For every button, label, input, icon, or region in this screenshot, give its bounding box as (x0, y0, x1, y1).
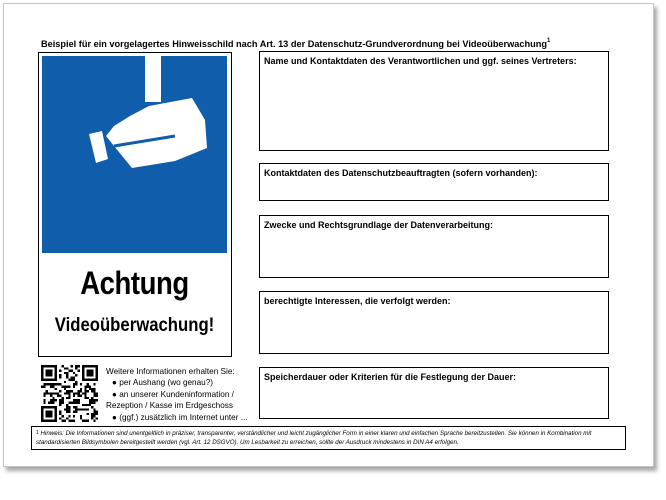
pictogram-panel (42, 56, 227, 253)
info-item: ● (ggf.) zusätzlich im Internet unter ... (112, 412, 248, 422)
footnote-mark: 1 (36, 430, 39, 436)
document-heading (41, 39, 550, 49)
footnote (31, 426, 626, 450)
field-label: berechtigte Interessen, die verfolgt werden: (264, 296, 451, 306)
field-controller-contact[interactable] (259, 51, 609, 151)
info-block (106, 366, 248, 423)
field-label: Speicherdauer oder Kriterien für die Festlegung der Dauer: (264, 372, 517, 382)
footnote-text: Hinweis: Die Informationen sind unentgeltlich in präziser, transparenter, verständlicher und leicht zugänglicher Form in einer klaren und einfachen Sprache bereitzustellen. Sie können in Kombination mit standardisierten Bildsymbolen bereitgestellt werden (vgl. Art. 12 DSGVO). Um Lesbarkeit zu erreichen, sollte der Ausdruck mindestens in DIN A4 erfolgen. (36, 430, 592, 446)
field-label: Zwecke und Rechtsgrundlage der Datenverarbeitung: (264, 220, 494, 230)
field-legitimate-interests[interactable] (259, 291, 609, 354)
camera-icon (42, 56, 227, 253)
info-intro: Weitere Informationen erhalten Sie: (106, 367, 235, 376)
field-label: Name und Kontaktdaten des Verantwortlichen und ggf. seines Vertreters: (264, 56, 577, 66)
field-storage-duration[interactable] (259, 367, 609, 419)
info-item: ● an unserer Kundeninformation / (112, 389, 234, 399)
info-item-continued: Rezeption / Kasse im Erdgeschoss (106, 401, 233, 411)
info-item: ● per Aushang (wo genau?) (112, 378, 214, 388)
sign-subline: Videoüberwachung! (54, 315, 215, 336)
heading-text: Beispiel für ein vorgelagertes Hinweisschild nach Art. 13 der Datenschutz-Grundverordnung bei Videoüberwachung (41, 39, 547, 49)
qr-code (41, 365, 98, 422)
sign-headline: Achtung (80, 265, 189, 301)
video-surveillance-sign (38, 52, 232, 357)
field-purposes[interactable] (259, 215, 609, 278)
heading-footnote-mark: 1 (546, 38, 551, 44)
field-dpo-contact[interactable] (259, 163, 609, 201)
field-label: Kontaktdaten des Datenschutzbeauftragten (sofern vorhanden): (264, 168, 538, 178)
